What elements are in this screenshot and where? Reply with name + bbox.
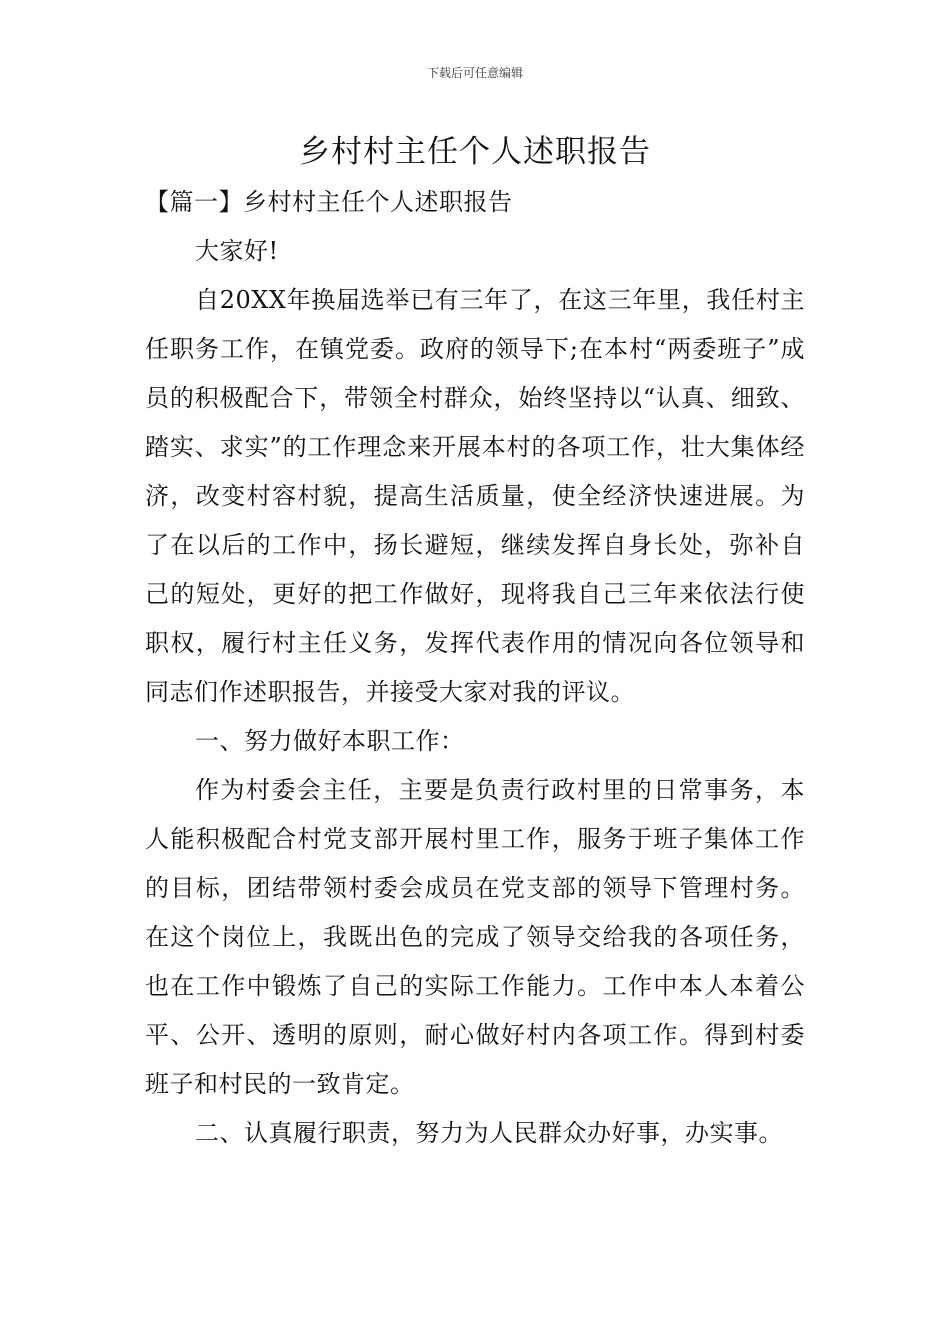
- document-body: [145, 178, 805, 1158]
- paragraph-greeting: 大家好!: [195, 237, 279, 265]
- paragraph-section-one-heading: 一、努力做好本职工作：: [195, 727, 465, 755]
- section-heading: 【篇一】乡村村主任个人述职报告: [145, 188, 513, 216]
- header-note: 下载后可任意编辑: [426, 66, 523, 80]
- paragraph-section-one-body: 作为村委会主任，主要是负责行政村里的日常事务，本人能积极配合村党支部开展村里工作，服务于班子集体工作的目标，团结带领村委会成员在党支部的领导下管理村务。在这个岗位上，我既出色的完成了领导交给我的各项任务，也在工作中锻炼了自己的实际工作能力。工作中本人本着公平、公开、透明的原则，耐心做好村内各项工作。得到村委班子和村民的一致肯定。: [145, 776, 805, 1098]
- paragraph-section-two-heading: 二、认真履行职责，努力为人民群众办好事，办实事。: [195, 1119, 783, 1147]
- document-title: 乡村村主任个人述职报告: [299, 134, 651, 170]
- paragraph-intro: 自20XX年换届选举已有三年了，在这三年里，我任村主任职务工作，在镇党委。政府的领导下;在本村“两委班子”成员的积极配合下，带领全村群众，始终坚持以“认真、细致、踏实、求实”的工作理念来开展本村的各项工作，壮大集体经济，改变村容村貌，提高生活质量，使全经济快速进展。为了在以后的工作中，扬长避短，继续发挥自身长处，弥补自己的短处，更好的把工作做好，现将我自己三年来依法行使职权，履行村主任义务，发挥代表作用的情况向各位领导和同志们作述职报告，并接受大家对我的评议。: [145, 286, 805, 706]
